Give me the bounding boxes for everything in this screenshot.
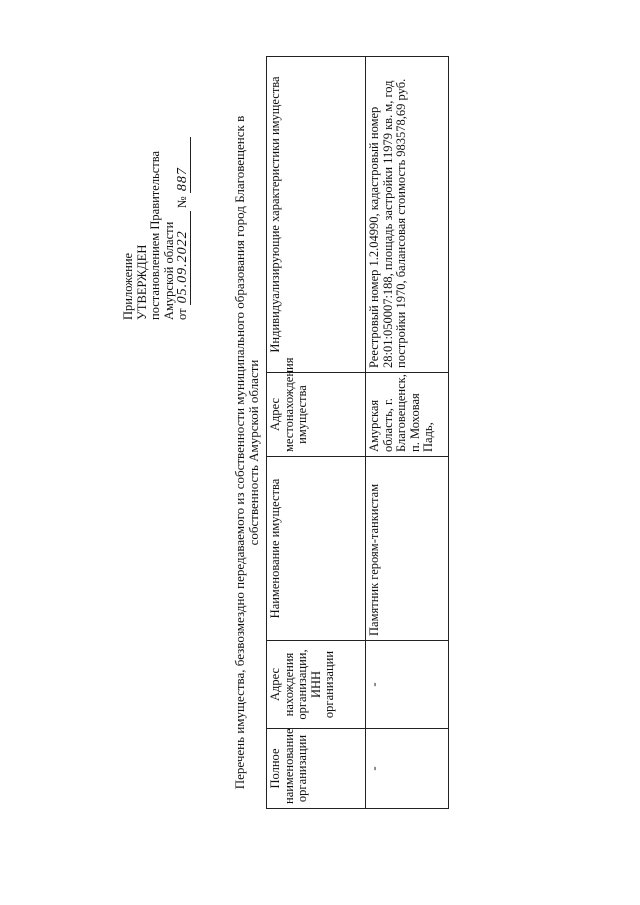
- table-header-row: [267, 57, 366, 809]
- cell-org-name: -: [366, 729, 449, 809]
- approval-region-label: Амурской области: [161, 221, 176, 320]
- approval-from-label: от: [175, 308, 190, 320]
- header-org-address: Адрес нахождения организации, ИНН организации: [267, 641, 366, 729]
- header-org-name: Полное наименование организации: [267, 729, 366, 809]
- handwritten-number: 887: [176, 137, 191, 193]
- approval-block: [122, 20, 191, 320]
- approval-appendix-label: Приложение: [121, 252, 135, 320]
- cell-property-address: Амурская область, г. Благовещенск, п. Моховая Падь,: [366, 373, 449, 457]
- header-property-characteristics: Индивидуализирующие характеристики имущества: [267, 57, 366, 373]
- header-property-address: Адрес местонахождения имущества: [267, 373, 366, 457]
- cell-org-address: -: [366, 641, 449, 729]
- approval-decree-label: постановлением Правительства: [148, 150, 163, 320]
- handwritten-date: 05.09.2022: [176, 211, 191, 305]
- document-title-line2: собственность Амурской области: [246, 359, 261, 546]
- property-table: [266, 56, 449, 809]
- approval-approved-label: УТВЕРЖДЕН: [134, 244, 149, 320]
- approval-date-line: [176, 20, 191, 320]
- document-title-line1: Перечень имущества, безвозмездно передаваемого из собственности муниципального образования город Благовещенск в: [232, 115, 247, 790]
- header-property-name: Наименование имущества: [267, 457, 366, 641]
- cell-property-characteristics: Реестровый номер 1.2.04990, кадастровый номер 28:01:050007:188, площадь застройки 11979 кв. м, год постройки 1970, балансовая стоимость 983578,69 руб.: [366, 57, 449, 373]
- approval-number-label: №: [175, 196, 190, 209]
- table-row: [366, 57, 449, 809]
- cell-property-name: Памятник героям-танкистам: [366, 457, 449, 641]
